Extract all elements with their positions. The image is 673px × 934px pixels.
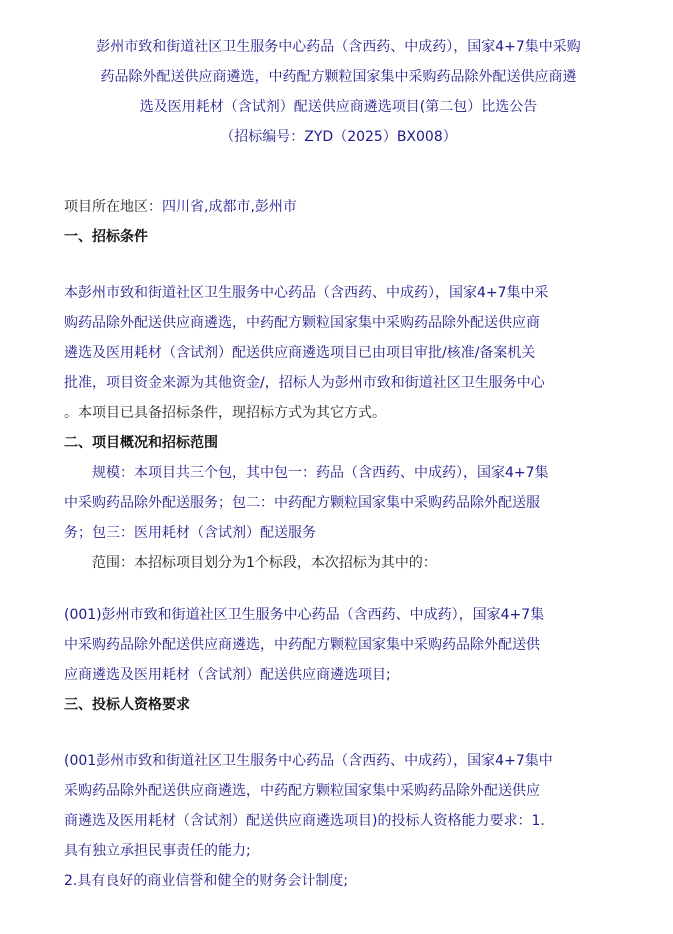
- region-label: 项目所在地区：: [64, 199, 162, 215]
- announcement-title: [64, 0, 613, 152]
- section-3-line: 2.具有良好的商业信誉和健全的财务会计制度;: [64, 873, 349, 889]
- section-1-heading: 一、招标条件: [64, 229, 148, 245]
- region-value: 四川省,成都市,彭州市: [162, 199, 297, 215]
- item-line: 应商遴选及医用耗材（含试剂）配送供应商遴选项目;: [64, 667, 391, 683]
- item-line: 中采购药品除外配送供应商遴选，中药配方颗粒国家集中采购药品除外配送供: [64, 637, 540, 653]
- section-2-item: [64, 600, 613, 690]
- section-3-line: (001彭州市致和街道社区卫生服务中心药品（含西药、中成药），国家4+7集中: [64, 753, 553, 769]
- item-line: (001)彭州市致和街道社区卫生服务中心药品（含西药、中成药），国家4+7集: [64, 607, 545, 623]
- section-1-line: 。本项目已具备招标条件，现招标方式为其它方式。: [64, 405, 386, 421]
- section-3-line: 采购药品除外配送供应商遴选，中药配方颗粒国家集中采购药品除外配送供应: [64, 783, 540, 799]
- section-2-scale: [64, 458, 613, 548]
- section-1-line: 批准，项目资金来源为其他资金/，招标人为彭州市致和街道社区卫生服务中心: [64, 375, 545, 391]
- section-3-line: 具有独立承担民事责任的能力;: [64, 843, 251, 859]
- section-1-line: 购药品除外配送供应商遴选，中药配方颗粒国家集中采购药品除外配送供应商: [64, 315, 540, 331]
- title-line-2: 药品除外配送供应商遴选，中药配方颗粒国家集中采购药品除外配送供应商遴: [100, 69, 577, 85]
- tender-code: （招标编号：ZYD（2025）BX008）: [220, 129, 457, 145]
- scale-line: 规模：本项目共三个包，其中包一：药品（含西药、中成药），国家4+7集: [92, 465, 549, 481]
- project-region: [64, 192, 613, 222]
- section-1-body: [64, 278, 613, 428]
- scale-line: 务；包三：医用耗材（含试剂）配送服务: [64, 525, 316, 541]
- section-2-scope: 范围：本招标项目划分为1个标段，本次招标为其中的：: [92, 555, 437, 571]
- scale-line: 中采购药品除外配送服务；包二：中药配方颗粒国家集中采购药品除外配送服: [64, 495, 540, 511]
- title-line-1: 彭州市致和街道社区卫生服务中心药品（含西药、中成药），国家4+7集中采购: [96, 39, 581, 55]
- section-3-line: 商遴选及医用耗材（含试剂）配送供应商遴选项目)的投标人资格能力要求：1.: [64, 813, 545, 829]
- section-3-body: [64, 746, 613, 896]
- section-1-line: 本彭州市致和街道社区卫生服务中心药品（含西药、中成药），国家4+7集中采: [64, 285, 549, 301]
- section-1-line: 遴选及医用耗材（含试剂）配送供应商遴选项目已由项目审批/核准/备案机关: [64, 345, 536, 361]
- section-3-heading: 三、投标人资格要求: [64, 697, 190, 713]
- section-2-heading: 二、项目概况和招标范围: [64, 435, 218, 451]
- title-line-3: 选及医用耗材（含试剂）配送供应商遴选项目(第二包）比选公告: [139, 99, 538, 115]
